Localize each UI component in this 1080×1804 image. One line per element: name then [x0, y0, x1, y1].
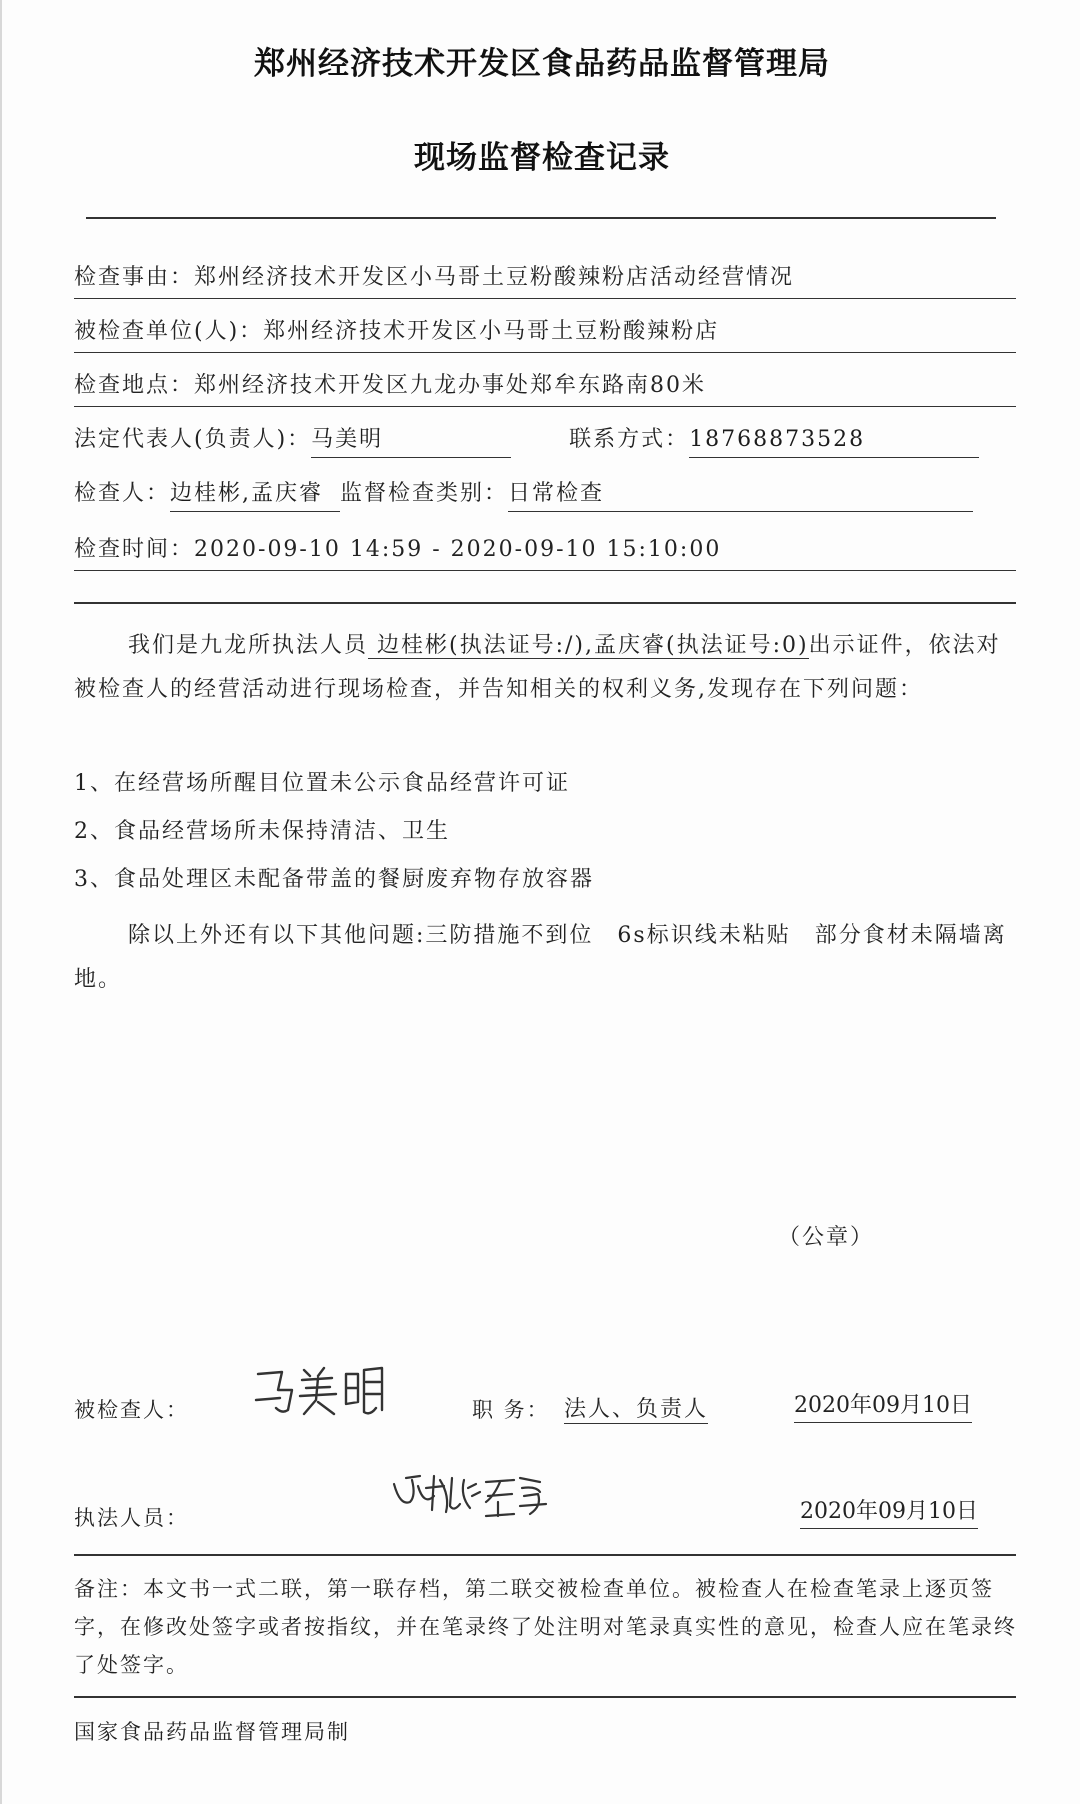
intro-officers: 边桂彬(执法证号:/),孟庆睿(执法证号:0): [368, 633, 809, 658]
location-value: 郑州经济技术开发区九龙办事处郑牟东路南80米: [194, 373, 707, 398]
intro-paragraph: [74, 624, 1012, 712]
officer-signature-drawing: [390, 1466, 550, 1522]
reason-label: 检查事由：: [74, 265, 195, 290]
inspector-label: 检查人：: [74, 481, 171, 506]
header-divider: [86, 217, 996, 219]
category-label: 监督检查类别：: [340, 481, 509, 506]
issue-3: 3、食品处理区未配备带盖的餐厨废弃物存放容器: [74, 867, 594, 892]
position-label: 职 务：: [472, 1398, 550, 1422]
remarks-note: 备注：本文书一式二联，第一联存档，第二联交被检查单位。被检查人在检查笔录上逐页签字，在修改处签字或者按指纹，并在笔录终了处注明对笔录真实性的意见，检查人应在笔录终了处签字。: [74, 1577, 1017, 1677]
official-seal-placeholder: （公章）: [778, 1225, 875, 1250]
contact-value: 18768873528: [689, 423, 979, 458]
issue-2: 2、食品经营场所未保持清洁、卫生: [74, 819, 450, 844]
inspectee-signature: [252, 1360, 392, 1424]
unit-label: 被检查单位(人)：: [74, 319, 264, 344]
officer-label: 执法人员：: [74, 1506, 189, 1530]
category-value: 日常检查: [508, 477, 973, 512]
time-label: 检查时间：: [74, 537, 195, 562]
signature-divider: [74, 1554, 1016, 1556]
inspectee-date: 2020年09月10日: [794, 1390, 972, 1423]
fields-divider: [74, 602, 1016, 604]
inspectee-label: 被检查人：: [74, 1398, 189, 1422]
issue-1: 1、在经营场所醒目位置未公示食品经营许可证: [74, 771, 570, 796]
intro-before: 我们是九龙所执法人员: [128, 633, 369, 658]
other-problems-paragraph: 除以上外还有以下其他问题:三防措施不到位 6s标识线未粘贴 部分食材未隔墙离地。: [74, 923, 1007, 992]
unit-value: 郑州经济技术开发区小马哥土豆粉酸辣粉店: [263, 319, 720, 344]
contact-label: 联系方式：: [569, 427, 690, 452]
unit-field: [74, 312, 1016, 353]
position-value: 法人、负责人: [564, 1392, 708, 1424]
org-title: 郑州经济技术开发区食品药品监督管理局: [254, 46, 830, 82]
footer-divider: [74, 1696, 1016, 1698]
document-title: 现场监督检查记录: [414, 140, 670, 176]
intro-after: 出示证件，依法对被检查人的经营活动进行现场检查，并告知相关的权利义务,发现存在下列问题：: [74, 633, 1001, 702]
inspectee-signature-drawing: [252, 1360, 392, 1420]
time-field: [74, 530, 1016, 571]
time-value: 2020-09-10 14:59 - 2020-09-10 15:10:00: [194, 537, 722, 562]
inspector-category-row: [74, 474, 1016, 514]
officer-signature: [390, 1466, 550, 1526]
location-field: [74, 366, 1016, 407]
officer-date: 2020年09月10日: [800, 1496, 978, 1529]
location-label: 检查地点：: [74, 373, 195, 398]
rep-value: 马美明: [311, 423, 511, 458]
reason-value: 郑州经济技术开发区小马哥土豆粉酸辣粉店活动经营情况: [194, 265, 795, 290]
reason-field: [74, 258, 1016, 299]
rep-label: 法定代表人(负责人)：: [74, 427, 312, 452]
issuer-footer: 国家食品药品监督管理局制: [74, 1720, 350, 1744]
inspector-value: 边桂彬,孟庆睿: [170, 477, 340, 512]
rep-contact-row: [74, 420, 1016, 460]
